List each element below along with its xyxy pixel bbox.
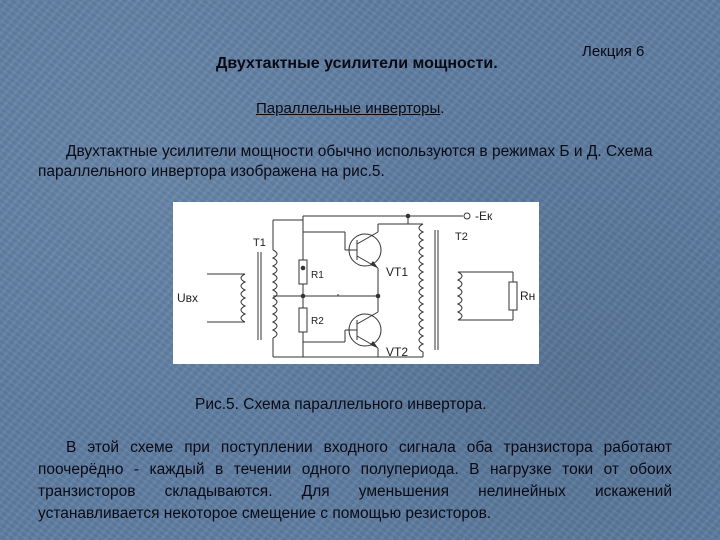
junction-dot	[406, 214, 411, 219]
section-subtitle	[256, 100, 444, 117]
vt2-emitter-arrow	[370, 341, 378, 348]
section-subtitle-text: Параллельные инверторы	[256, 100, 441, 117]
junction-dot	[301, 266, 306, 271]
label-uvx: Uвх	[177, 291, 199, 305]
label-r1: R1	[311, 270, 324, 281]
label-vt1: VT1	[386, 265, 409, 279]
supply-terminal	[464, 213, 470, 219]
vt1-emitter-arrow	[370, 261, 378, 268]
label-rn: Rн	[520, 289, 536, 303]
explanation-paragraph: В этой схеме при поступлении входного сигнала оба транзистора работают поочерёдно - каждый в течении одного полупериода. В нагрузке токи от обоих транзисторов складываются. Для уменьшения нелинейных искажений устанавливается некоторое смещение с помощью резисторов.	[38, 439, 672, 522]
junction-dot	[301, 294, 306, 299]
t2-secondary-winding	[458, 272, 462, 320]
t1-secondary-winding	[273, 250, 277, 338]
slide-title: Двухтактные усилители мощности.	[216, 55, 498, 72]
circuit-diagram	[173, 202, 539, 364]
rn-load-resistor	[509, 282, 517, 310]
junction-dot	[376, 294, 381, 299]
lecture-label: Лекция 6	[582, 43, 645, 60]
label-ek: -Eк	[475, 209, 493, 223]
label-vt2: VT2	[386, 345, 409, 359]
t2-primary-winding	[419, 224, 423, 352]
label-t1: T1	[253, 237, 266, 249]
figure-caption: Рис.5. Схема параллельного инвертора.	[195, 396, 487, 413]
section-subtitle-period: .	[440, 100, 445, 117]
intro-paragraph: Двухтактные усилители мощности обычно используются в режимах Б и Д. Схема параллельного инвертора изображена на рис.5.	[38, 143, 653, 180]
t1-primary-winding	[241, 274, 245, 322]
r2-resistor	[299, 308, 307, 332]
label-t2: T2	[455, 231, 468, 243]
r1-resistor	[299, 260, 307, 284]
label-r2: R2	[311, 316, 324, 327]
